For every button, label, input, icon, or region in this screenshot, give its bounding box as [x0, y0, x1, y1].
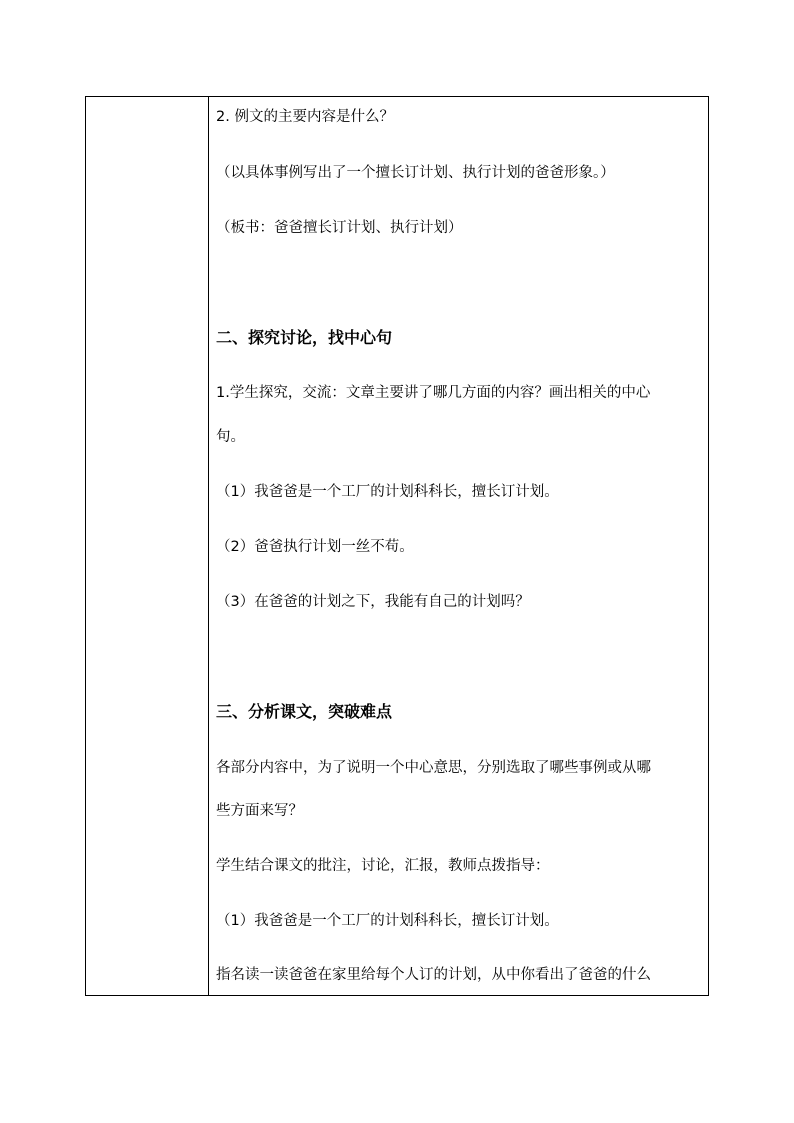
section-2-point-3: （3）在爸爸的计划之下，我能有自己的计划吗？ — [216, 594, 530, 610]
section-3-activity: 学生结合课文的批注，讨论，汇报，教师点拨指导： — [216, 858, 550, 874]
question-2: 2. 例文的主要内容是什么？ — [216, 109, 394, 125]
column-divider — [208, 97, 209, 995]
section-2-point-1: （1）我爸爸是一个工厂的计划科科长，擅长订计划。 — [216, 484, 559, 500]
lesson-table — [85, 96, 709, 996]
section-2-heading: 二、探究讨论，找中心句 — [216, 328, 393, 347]
section-2-item-1-line-1: 1.学生探究，交流：文章主要讲了哪几方面的内容？画出相关的中心 — [216, 385, 651, 401]
board-note: （板书：爸爸擅长订计划、执行计划） — [216, 220, 463, 236]
question-2-answer: （以具体事例写出了一个擅长订计划、执行计划的爸爸形象。） — [216, 165, 615, 181]
section-2-point-2: （2）爸爸执行计划一丝不苟。 — [216, 539, 414, 555]
section-3-point-1: （1）我爸爸是一个工厂的计划科科长，擅长订计划。 — [216, 913, 559, 929]
section-3-heading: 三、分析课文，突破难点 — [216, 702, 393, 721]
section-3-question-line-1: 各部分内容中，为了说明一个中心意思，分别选取了哪些事例或从哪 — [216, 760, 651, 776]
section-3-question-line-2: 些方面来写？ — [216, 803, 303, 819]
section-3-reading-line: 指名读一读爸爸在家里给每个人订的计划，从中你看出了爸爸的什么 — [216, 967, 651, 983]
section-2-item-1-line-2: 句。 — [216, 429, 245, 445]
